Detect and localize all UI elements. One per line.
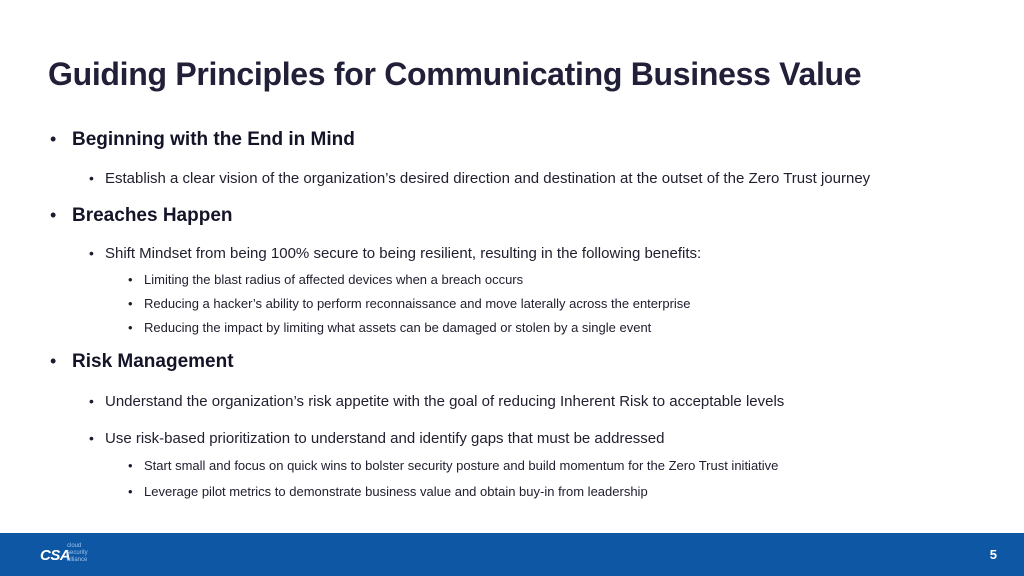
bullet-icon: • <box>128 484 133 499</box>
bullet-icon: • <box>128 272 133 287</box>
principle-heading-text: Risk Management <box>72 351 234 372</box>
bullet-icon: • <box>50 129 57 149</box>
benefit-item-text: Reducing the impact by limiting what assets can be damaged or stolen by a single event <box>144 320 652 335</box>
benefit-item-text: Limiting the blast radius of affected devices when a breach occurs <box>144 272 524 287</box>
slide-title: Guiding Principles for Communicating Business Value <box>48 56 862 92</box>
action-item-text: Leverage pilot metrics to demonstrate business value and obtain buy-in from leadership <box>144 484 648 499</box>
bullet-icon: • <box>89 393 94 409</box>
bullet-icon: • <box>50 205 57 225</box>
principle-point-text: Understand the organization’s risk appetite with the goal of reducing Inherent Risk to acceptable levels <box>105 393 785 410</box>
logo-mark: CSA <box>40 547 71 564</box>
bullet-icon: • <box>89 430 94 446</box>
footer-bar <box>0 533 1024 576</box>
logo-subtitle: cloud security alliance <box>67 543 88 563</box>
benefit-item-text: Reducing a hacker’s ability to perform reconnaissance and move laterally across the enterprise <box>144 296 691 311</box>
bullet-icon: • <box>50 351 57 371</box>
bullet-icon: • <box>89 170 94 186</box>
principle-point-text: Use risk-based prioritization to understand and identify gaps that must be addressed <box>105 430 665 447</box>
principle-heading-text: Beginning with the End in Mind <box>72 129 355 150</box>
bullet-icon: • <box>89 245 94 261</box>
page-number: 5 <box>989 547 997 562</box>
bullet-icon: • <box>128 458 133 473</box>
bullet-icon: • <box>128 320 133 335</box>
bullet-icon: • <box>128 296 133 311</box>
action-item-text: Start small and focus on quick wins to bolster security posture and build momentum for the Zero Trust initiative <box>144 458 779 473</box>
principle-point-text: Establish a clear vision of the organization’s desired direction and destination at the outset of the Zero Trust journey <box>105 170 871 187</box>
principle-point-text: Shift Mindset from being 100% secure to being resilient, resulting in the following benefits: <box>105 245 702 262</box>
principle-heading-text: Breaches Happen <box>72 205 233 226</box>
